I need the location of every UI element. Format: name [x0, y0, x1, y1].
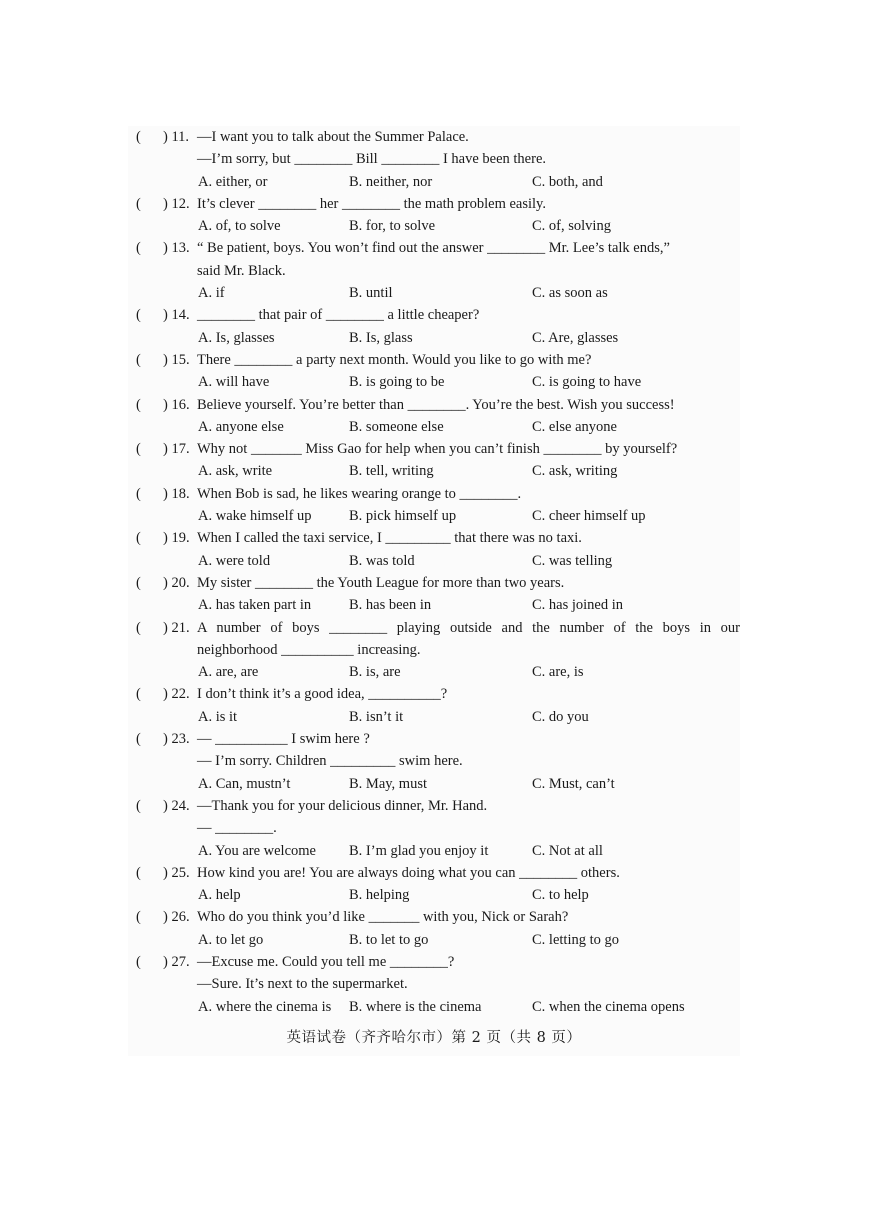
option-b: B. has been in — [349, 597, 432, 614]
option-b: B. for, to solve — [349, 218, 436, 235]
question-text: — __________ I swim here ? — [197, 731, 370, 748]
question-text: It’s clever ________ her ________ the math problem easily. — [197, 195, 546, 212]
exam-page — [128, 126, 740, 1056]
question-item — [128, 728, 740, 795]
question-number: ) 15. — [163, 351, 190, 368]
question-item — [128, 683, 740, 728]
option-a: A. will have — [198, 374, 270, 391]
answer-bracket: ( — [136, 240, 141, 257]
question-text: —I’m sorry, but ________ Bill ________ I have been there. — [197, 151, 547, 168]
question-number: ) 13. — [163, 240, 190, 257]
answer-bracket: ( — [136, 396, 141, 413]
question-stem-row — [128, 193, 740, 215]
question-stem-row — [128, 394, 740, 416]
question-number: ) 21. — [163, 619, 190, 636]
answer-bracket: ( — [136, 195, 141, 212]
question-continuation-row — [128, 260, 740, 282]
option-b: B. until — [349, 285, 393, 302]
option-b: B. May, must — [349, 775, 428, 792]
question-item — [128, 795, 740, 862]
options-row — [128, 327, 740, 349]
question-text: Who do you think you’d like _______ with you, Nick or Sarah? — [197, 909, 569, 926]
question-text: I don’t think it’s a good idea, __________? — [197, 686, 448, 703]
options-row — [128, 505, 740, 527]
question-text: A number of boys ________ playing outside and the number of the boys in our — [197, 619, 740, 636]
options-row — [128, 661, 740, 683]
question-number: ) 25. — [163, 864, 190, 881]
options-row — [128, 460, 740, 482]
option-c: C. else anyone — [532, 418, 617, 435]
option-a: A. help — [198, 887, 241, 904]
question-item — [128, 572, 740, 617]
question-item — [128, 438, 740, 483]
option-a: A. are, are — [198, 664, 259, 681]
option-b: B. tell, writing — [349, 463, 434, 480]
option-a: A. where the cinema is — [198, 998, 332, 1015]
question-continuation-row — [128, 750, 740, 772]
option-a: A. to let go — [198, 931, 264, 948]
option-c: C. is going to have — [532, 374, 642, 391]
option-a: A. were told — [198, 552, 271, 569]
option-c: C. was telling — [532, 552, 613, 569]
answer-bracket: ( — [136, 441, 141, 458]
options-row — [128, 884, 740, 906]
question-continuation-row — [128, 973, 740, 995]
question-text: —Sure. It’s next to the supermarket. — [197, 976, 408, 993]
question-stem-row — [128, 683, 740, 705]
question-text: —Thank you for your delicious dinner, Mr. Hand. — [197, 797, 488, 814]
option-b: B. I’m glad you enjoy it — [349, 842, 489, 859]
question-item — [128, 527, 740, 572]
question-stem-row — [128, 617, 740, 639]
question-item — [128, 126, 740, 193]
question-text: ________ that pair of ________ a little cheaper? — [197, 307, 480, 324]
question-text: How kind you are! You are always doing what you can ________ others. — [197, 864, 620, 881]
option-a: A. wake himself up — [198, 508, 312, 525]
option-c: C. has joined in — [532, 597, 624, 614]
options-row — [128, 594, 740, 616]
option-c: C. of, solving — [532, 218, 611, 235]
question-item — [128, 862, 740, 907]
question-item — [128, 617, 740, 684]
question-continuation-row — [128, 639, 740, 661]
options-row — [128, 840, 740, 862]
answer-bracket: ( — [136, 731, 141, 748]
option-b: B. was told — [349, 552, 415, 569]
answer-bracket: ( — [136, 909, 141, 926]
option-c: C. do you — [532, 708, 589, 725]
option-b: B. is going to be — [349, 374, 445, 391]
option-a: A. Can, mustn’t — [198, 775, 291, 792]
question-stem-row — [128, 438, 740, 460]
option-c: C. Are, glasses — [532, 329, 619, 346]
question-text: —I want you to talk about the Summer Palace. — [197, 129, 469, 145]
question-item — [128, 193, 740, 238]
options-row — [128, 929, 740, 951]
option-b: B. is, are — [349, 664, 401, 681]
question-number: ) 20. — [163, 574, 190, 591]
question-item — [128, 237, 740, 304]
options-row — [128, 171, 740, 193]
question-number: ) 27. — [163, 953, 190, 970]
option-a: A. is it — [198, 708, 238, 725]
option-c: C. letting to go — [532, 931, 619, 948]
options-row — [128, 416, 740, 438]
answer-bracket: ( — [136, 485, 141, 502]
option-b: B. helping — [349, 887, 410, 904]
option-c: C. when the cinema opens — [532, 998, 685, 1015]
answer-bracket: ( — [136, 619, 141, 636]
option-c: C. both, and — [532, 173, 603, 190]
option-c: C. are, is — [532, 664, 584, 681]
question-text: neighborhood __________ increasing. — [197, 641, 421, 658]
question-continuation-row — [128, 148, 740, 170]
option-c: C. as soon as — [532, 285, 608, 302]
question-number: ) 16. — [163, 396, 190, 413]
question-item — [128, 394, 740, 439]
options-row — [128, 773, 740, 795]
option-b: B. to let to go — [349, 931, 429, 948]
option-b: B. Is, glass — [349, 329, 413, 346]
question-stem-row — [128, 951, 740, 973]
question-stem-row — [128, 862, 740, 884]
question-text: —Excuse me. Could you tell me ________? — [197, 953, 455, 970]
answer-bracket: ( — [136, 574, 141, 591]
option-b: B. neither, nor — [349, 173, 433, 190]
question-text: Why not _______ Miss Gao for help when you can’t finish ________ by yourself? — [197, 441, 678, 458]
question-text: said Mr. Black. — [197, 262, 286, 279]
answer-bracket: ( — [136, 129, 141, 145]
question-stem-row — [128, 237, 740, 259]
question-continuation-row — [128, 817, 740, 839]
question-number: ) 11. — [163, 129, 190, 145]
question-item — [128, 906, 740, 951]
question-number: ) 26. — [163, 909, 190, 926]
page-footer: 英语试卷（齐齐哈尔市）第 2 页（共 8 页） — [286, 1030, 582, 1046]
question-text: — ________. — [197, 820, 277, 837]
question-item — [128, 304, 740, 349]
question-item — [128, 951, 740, 1018]
question-text: When Bob is sad, he likes wearing orange to ________. — [197, 485, 522, 502]
question-stem-row — [128, 349, 740, 371]
question-text: — I’m sorry. Children _________ swim here. — [197, 753, 463, 770]
option-b: B. someone else — [349, 418, 444, 435]
question-stem-row — [128, 483, 740, 505]
answer-bracket: ( — [136, 351, 141, 368]
answer-bracket: ( — [136, 864, 141, 881]
option-a: A. of, to solve — [198, 218, 281, 235]
option-a: A. has taken part in — [198, 597, 312, 614]
option-c: C. Not at all — [532, 842, 603, 859]
options-row — [128, 706, 740, 728]
question-number: ) 24. — [163, 797, 190, 814]
question-item — [128, 483, 740, 528]
question-stem-row — [128, 728, 740, 750]
question-stem-row — [128, 527, 740, 549]
option-b: B. pick himself up — [349, 508, 457, 525]
question-stem-row — [128, 126, 740, 148]
question-number: ) 12. — [163, 195, 190, 212]
answer-bracket: ( — [136, 686, 141, 703]
option-b: B. isn’t it — [349, 708, 404, 725]
option-a: A. You are welcome — [198, 842, 316, 859]
option-c: C. ask, writing — [532, 463, 618, 480]
question-text: There ________ a party next month. Would you like to go with me? — [197, 351, 592, 368]
answer-bracket: ( — [136, 307, 141, 324]
question-stem-row — [128, 906, 740, 928]
question-list — [128, 126, 740, 1018]
option-a: A. ask, write — [198, 463, 273, 480]
question-number: ) 18. — [163, 485, 190, 502]
question-number: ) 23. — [163, 731, 190, 748]
option-a: A. anyone else — [198, 418, 284, 435]
question-item — [128, 349, 740, 394]
question-text: “ Be patient, boys. You won’t find out the answer ________ Mr. Lee’s talk ends,” — [197, 240, 670, 257]
question-stem-row — [128, 572, 740, 594]
answer-bracket: ( — [136, 530, 141, 547]
question-text: When I called the taxi service, I _________ that there was no taxi. — [197, 530, 582, 547]
option-c: C. cheer himself up — [532, 508, 646, 525]
option-a: A. Is, glasses — [198, 329, 275, 346]
question-number: ) 22. — [163, 686, 190, 703]
question-text: My sister ________ the Youth League for more than two years. — [197, 574, 565, 591]
option-a: A. if — [198, 285, 225, 302]
question-number: ) 17. — [163, 441, 190, 458]
options-row — [128, 371, 740, 393]
options-row — [128, 996, 740, 1018]
question-number: ) 19. — [163, 530, 190, 547]
question-number: ) 14. — [163, 307, 190, 324]
option-b: B. where is the cinema — [349, 998, 482, 1015]
answer-bracket: ( — [136, 797, 141, 814]
question-text: Believe yourself. You’re better than ________. You’re the best. Wish you success! — [197, 396, 675, 413]
option-c: C. Must, can’t — [532, 775, 615, 792]
question-stem-row — [128, 795, 740, 817]
options-row — [128, 282, 740, 304]
options-row — [128, 215, 740, 237]
option-c: C. to help — [532, 887, 589, 904]
question-stem-row — [128, 304, 740, 326]
options-row — [128, 550, 740, 572]
option-a: A. either, or — [198, 173, 268, 190]
answer-bracket: ( — [136, 953, 141, 970]
